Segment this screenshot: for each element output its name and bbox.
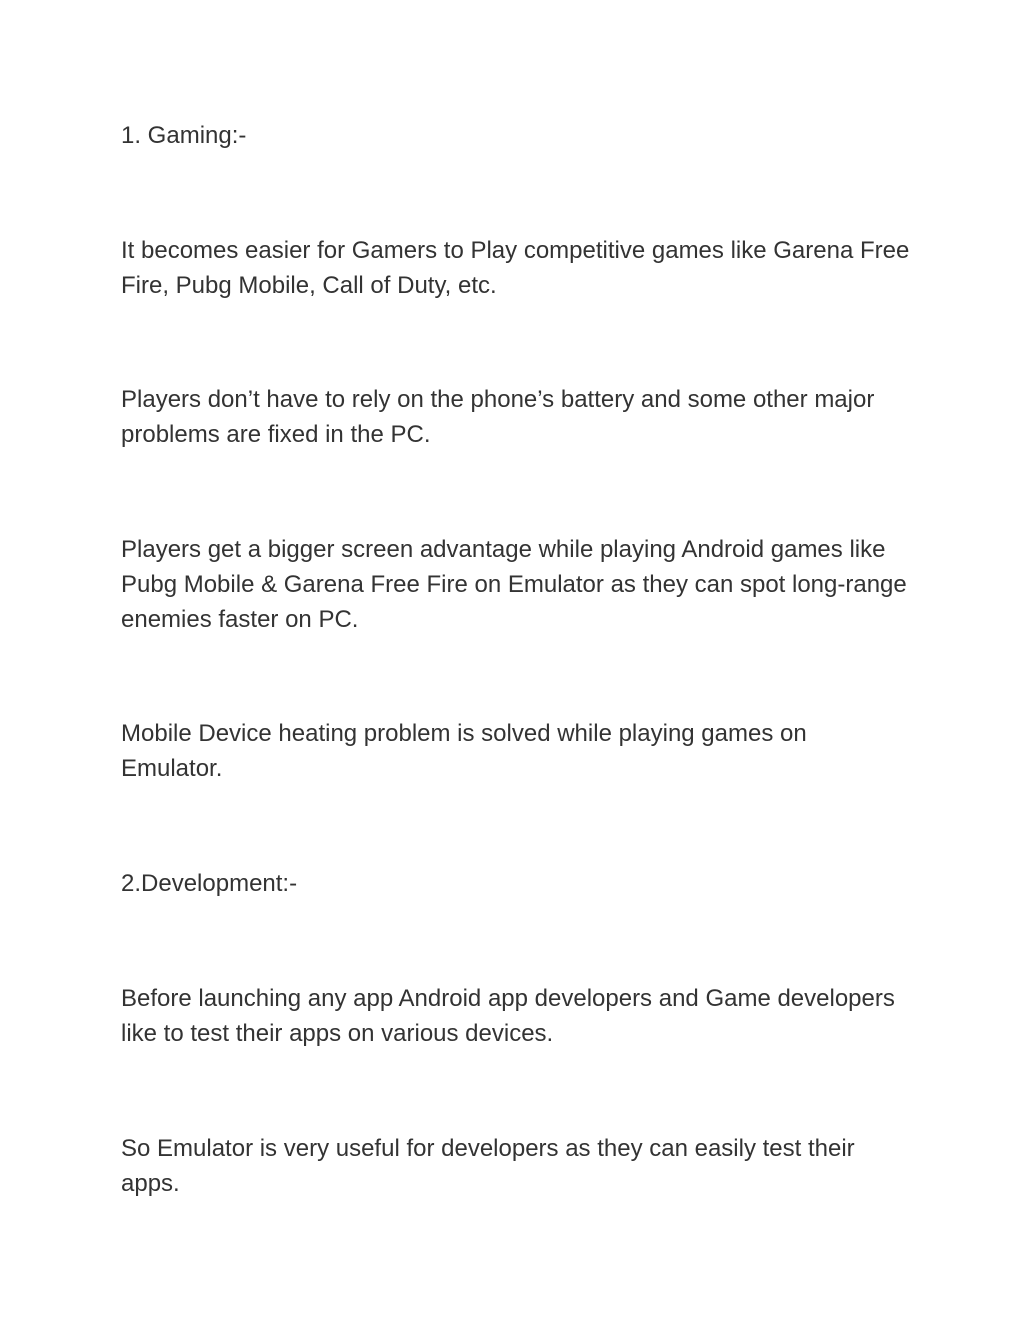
section-heading-development: 2.Development:-: [121, 870, 298, 897]
paragraph-gaming-heating: Mobile Device heating problem is solved while playing games on Emulator.: [121, 720, 807, 782]
paragraph-gaming-battery: Players don’t have to rely on the phone’s battery and some other major problems are fixed in the PC.: [121, 386, 875, 448]
paragraph-gaming-screen: Players get a bigger screen advantage while playing Android games like Pubg Mobile & Garena Free Fire on Emulator as they can spot long-range enemies faster on PC.: [121, 536, 907, 633]
paragraph-gaming-competitive: It becomes easier for Gamers to Play competitive games like Garena Free Fire, Pubg Mobile, Call of Duty, etc.: [121, 237, 910, 299]
paragraph-development-emulator: So Emulator is very useful for developers as they can easily test their apps.: [121, 1135, 855, 1197]
paragraph-development-testing: Before launching any app Android app developers and Game developers like to test their apps on various devices.: [121, 985, 895, 1047]
section-heading-gaming: 1. Gaming:-: [121, 122, 247, 149]
